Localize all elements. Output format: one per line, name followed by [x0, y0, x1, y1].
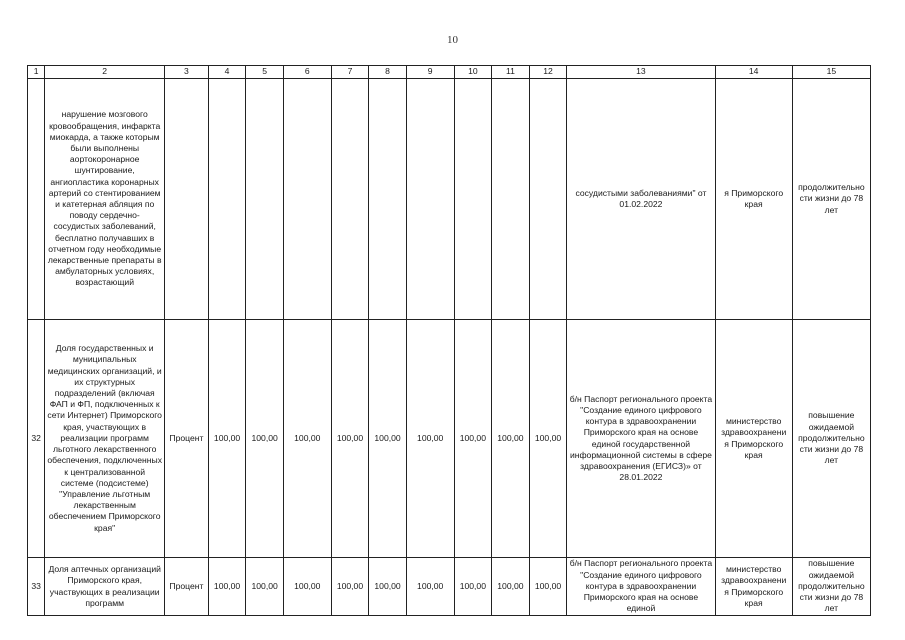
col-header: 8 [369, 66, 407, 79]
result-cell: повышение ожидаемой продолжительно сти жизни до 78 лет [792, 558, 870, 616]
result-cell: повышение ожидаемой продолжительно сти жизни до 78 лет [792, 320, 870, 558]
col-header: 9 [406, 66, 454, 79]
col-header: 5 [246, 66, 284, 79]
col-header: 1 [28, 66, 45, 79]
value-cell [331, 79, 369, 320]
col-header: 2 [45, 66, 165, 79]
document-cell: сосудистыми заболеваниями" от 01.02.2022 [567, 79, 715, 320]
value-cell: 100,00 [406, 558, 454, 616]
value-cell [246, 79, 284, 320]
result-cell: продолжительно сти жизни до 78 лет [792, 79, 870, 320]
value-cell: 100,00 [454, 558, 492, 616]
unit-cell: Процент [165, 558, 209, 616]
value-cell [454, 79, 492, 320]
value-cell [406, 79, 454, 320]
value-cell: 100,00 [208, 558, 246, 616]
row-number [28, 79, 45, 320]
value-cell [369, 79, 407, 320]
page-number: 10 [447, 34, 458, 46]
col-header: 4 [208, 66, 246, 79]
col-header: 6 [283, 66, 331, 79]
indicator-name: нарушение мозгового кровообращения, инфаркта миокарда, а также которым были выполнены аортокоронарное шунтирование, ангиопластика коронарных артерий со стентированием и катетерная абляция по поводу сердечно-сосудистых заболеваний, бесплатно получавших в отчетном году необходимые лекарственные препараты в амбулаторных условиях, возрастающий [45, 79, 165, 320]
value-cell: 100,00 [529, 558, 567, 616]
responsible-cell: я Приморского края [715, 79, 792, 320]
col-header: 15 [792, 66, 870, 79]
value-cell: 100,00 [529, 320, 567, 558]
value-cell: 100,00 [246, 558, 284, 616]
table-row [28, 558, 871, 616]
indicator-name: Доля государственных и муниципальных медицинских организаций, и их структурных подразделений (включая ФАП и ФП, подключенных к сети Интернет) Приморского края, участвующих в реализации программ льготного лекарственного обеспечения, подключенных к централизованной системе (подсистеме) "Управление льготным лекарственным обеспечением Приморского края" [45, 320, 165, 558]
table-row [28, 320, 871, 558]
col-header: 11 [492, 66, 530, 79]
row-number: 33 [28, 558, 45, 616]
header-row [28, 66, 871, 79]
value-cell: 100,00 [492, 320, 530, 558]
document-cell: б/н Паспорт регионального проекта "Создание единого цифрового контура в здравоохранении Приморского края на основе единой [567, 558, 715, 616]
value-cell: 100,00 [331, 558, 369, 616]
document-cell: б/н Паспорт регионального проекта "Создание единого цифрового контура в здравоохранении Приморского края на основе единой государственной информационной системы в сфере здравоохранения (ЕГИСЗ)» от 28.01.2022 [567, 320, 715, 558]
table-row [28, 79, 871, 320]
value-cell: 100,00 [492, 558, 530, 616]
col-header: 12 [529, 66, 567, 79]
col-header: 10 [454, 66, 492, 79]
value-cell: 100,00 [208, 320, 246, 558]
value-cell: 100,00 [454, 320, 492, 558]
value-cell: 100,00 [331, 320, 369, 558]
row-number: 32 [28, 320, 45, 558]
responsible-cell: министерство здравоохранени я Приморского края [715, 320, 792, 558]
value-cell: 100,00 [369, 320, 407, 558]
unit-cell [165, 79, 209, 320]
indicators-table [27, 65, 871, 616]
col-header: 13 [567, 66, 715, 79]
value-cell [529, 79, 567, 320]
value-cell: 100,00 [406, 320, 454, 558]
col-header: 3 [165, 66, 209, 79]
col-header: 7 [331, 66, 369, 79]
value-cell [208, 79, 246, 320]
value-cell: 100,00 [283, 320, 331, 558]
value-cell: 100,00 [283, 558, 331, 616]
value-cell [492, 79, 530, 320]
value-cell [283, 79, 331, 320]
col-header: 14 [715, 66, 792, 79]
indicator-name: Доля аптечных организаций Приморского края, участвующих в реализации программ [45, 558, 165, 616]
responsible-cell: министерство здравоохранени я Приморского края [715, 558, 792, 616]
value-cell: 100,00 [246, 320, 284, 558]
value-cell: 100,00 [369, 558, 407, 616]
unit-cell: Процент [165, 320, 209, 558]
